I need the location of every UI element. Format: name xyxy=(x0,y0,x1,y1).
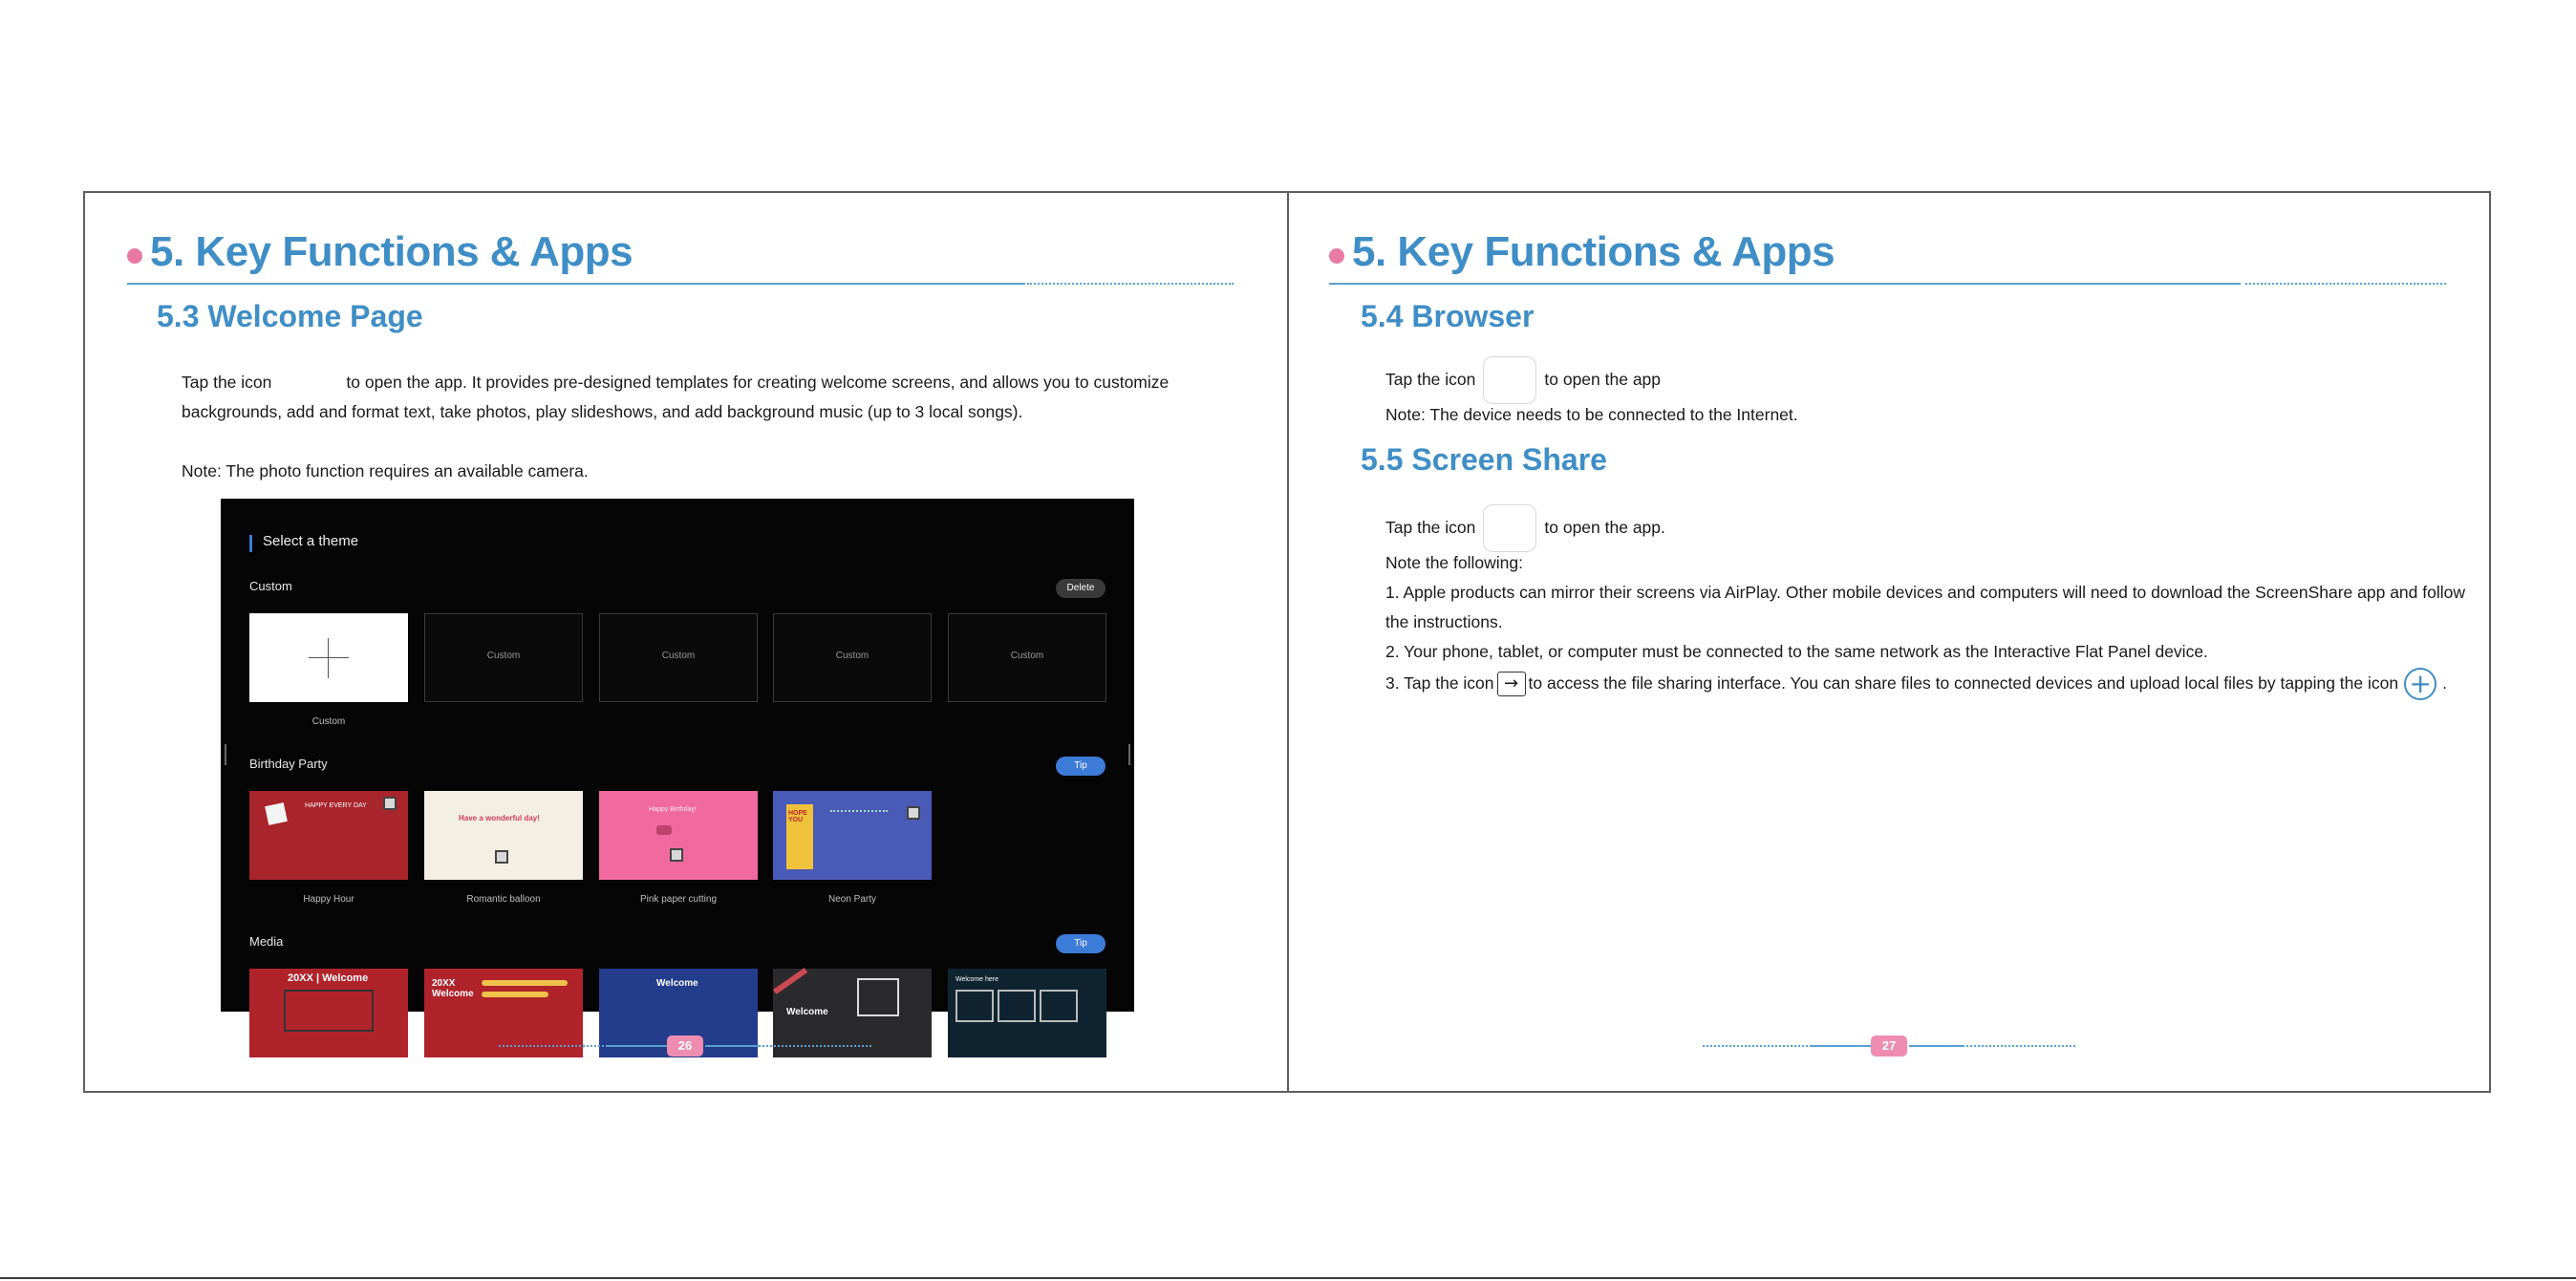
thumb-text: 20XX | Welcome xyxy=(288,972,369,984)
right-page xyxy=(1289,191,2489,1093)
birthday-section-label: Birthday Party xyxy=(249,757,328,771)
heading-rule-dotted xyxy=(2245,283,2446,285)
custom-tile[interactable] xyxy=(948,613,1106,702)
chapter-title: 5. Key Functions & Apps xyxy=(150,228,633,275)
frame-icon xyxy=(998,990,1036,1022)
custom-tile-label: Custom xyxy=(835,651,869,661)
theme-tile-neon-party[interactable] xyxy=(773,791,932,880)
lights-icon xyxy=(830,799,888,812)
share-text-b: to open the app. xyxy=(1544,518,1665,537)
intro-text-a: Tap the icon xyxy=(182,373,272,392)
page-number: 27 xyxy=(1871,1035,1907,1057)
browser-section-title: 5.4 Browser xyxy=(1361,299,1535,333)
footer-rule xyxy=(606,1045,667,1047)
plus-icon-h xyxy=(309,657,349,658)
list-item-1-line-2: the instructions. xyxy=(1385,612,1503,631)
viewer-bottom-edge xyxy=(0,1277,2576,1279)
thumb-text: Welcome here xyxy=(955,976,999,983)
share-arrow-icon: → xyxy=(1497,672,1526,696)
media-section-label: Media xyxy=(249,934,284,949)
frame-icon xyxy=(955,990,994,1022)
add-custom-tile[interactable] xyxy=(249,613,408,702)
frame-icon xyxy=(857,978,899,1016)
footer-rule xyxy=(1909,1045,1964,1047)
screen-share-section-title: 5.5 Screen Share xyxy=(1361,442,1607,477)
media-tip-button[interactable]: Tip xyxy=(1056,934,1106,953)
theme-tile-pink-paper-cutting[interactable] xyxy=(599,791,758,880)
custom-section-label: Custom xyxy=(249,579,292,593)
thumb-text: Welcome xyxy=(656,978,698,989)
page-footer xyxy=(1289,1032,2489,1060)
intro-line-1 xyxy=(182,368,1169,397)
scroll-left-handle[interactable] xyxy=(225,744,226,765)
custom-tile-label: Custom xyxy=(486,651,521,661)
theme-tile-happy-hour[interactable] xyxy=(249,791,408,880)
thumb-text: 20XX Welcome xyxy=(432,978,474,999)
custom-tile[interactable] xyxy=(424,613,583,702)
tile-label-pink-paper-cutting: Pink paper cutting xyxy=(639,894,718,905)
intro-text-b: to open the app. It provides pre-designed templates for creating welcome screens, and allows you to customize xyxy=(346,373,1170,392)
bullet-dot-icon xyxy=(127,248,142,264)
list-item-1-line-1: 1. Apple products can mirror their screens via AirPlay. Other mobile devices and computers will need to download the ScreenShare app and follow xyxy=(1385,583,2465,602)
custom-tile-label: Custom xyxy=(1010,651,1044,661)
tile-label-neon-party: Neon Party xyxy=(827,894,877,905)
list-item-2: 2. Your phone, tablet, or computer must be connected to the same network as the Interactive Flat Panel device. xyxy=(1385,642,2208,661)
thumb-text: HAPPY EVERY DAY xyxy=(305,802,367,809)
chapter-title: 5. Key Functions & Apps xyxy=(1352,228,1835,275)
item3-text-b: to access the file sharing interface. You can share files to connected devices and upload local files by tapping the icon xyxy=(1528,673,2399,693)
custom-tile[interactable] xyxy=(599,613,758,702)
browser-note: Note: The device needs to be connected to the Internet. xyxy=(1385,405,1798,424)
photo-note: Note: The photo function requires an available camera. xyxy=(182,461,589,480)
frame-icon xyxy=(284,990,374,1032)
thumb-text: Have a wonderful day! xyxy=(459,814,540,822)
custom-tile-label: Custom xyxy=(661,651,696,661)
share-note: Note the following: xyxy=(1385,553,1523,572)
gift-icon xyxy=(265,802,288,825)
heading-rule-dotted xyxy=(1027,283,1234,285)
share-text-a: Tap the icon xyxy=(1385,518,1476,537)
plus-icon-v xyxy=(328,638,329,678)
browser-text-a: Tap the icon xyxy=(1385,370,1476,389)
qr-icon xyxy=(907,806,920,820)
section-title: 5.3 Welcome Page xyxy=(157,299,423,333)
pill-decor xyxy=(482,980,568,986)
heading-rule xyxy=(127,283,1025,285)
frame-icon xyxy=(1040,990,1078,1022)
qr-icon xyxy=(383,797,397,810)
footer-rule-dotted xyxy=(499,1045,604,1047)
add-tile-label: Custom xyxy=(311,716,346,727)
tile-label-happy-hour: Happy Hour xyxy=(303,894,354,905)
share-line-1 xyxy=(1385,503,1665,552)
footer-rule xyxy=(705,1045,761,1047)
chapter-header xyxy=(127,224,633,281)
browser-line-1 xyxy=(1385,355,1661,404)
delete-button[interactable]: Delete xyxy=(1056,579,1106,598)
page-footer xyxy=(85,1032,1287,1060)
footer-rule-dotted xyxy=(1703,1045,1808,1047)
thumb-text: Welcome xyxy=(786,1007,828,1017)
scroll-right-handle[interactable] xyxy=(1128,744,1130,765)
footer-rule-dotted xyxy=(1966,1045,2075,1047)
qr-icon xyxy=(495,850,508,864)
upload-plus-icon: + xyxy=(2404,668,2436,700)
browser-app-icon xyxy=(1483,356,1536,404)
screenshare-app-icon xyxy=(1483,504,1536,552)
welcome-page-screenshot xyxy=(221,499,1134,1017)
thumb-text: HOPE YOU xyxy=(788,810,807,823)
decor-icon xyxy=(656,825,672,835)
qr-icon xyxy=(670,848,683,862)
page-number: 26 xyxy=(667,1035,703,1057)
item3-text-c: . xyxy=(2442,673,2447,693)
browser-text-b: to open the app xyxy=(1544,370,1662,389)
theme-tile-romantic-balloon[interactable] xyxy=(424,791,583,880)
thumb-text: Happy Birthday! xyxy=(649,806,697,813)
pill-decor xyxy=(482,992,548,997)
heading-rule xyxy=(1329,283,2241,285)
custom-tile[interactable] xyxy=(773,613,932,702)
screenshot-header: Select a theme xyxy=(263,533,359,549)
chapter-header xyxy=(1329,224,1835,281)
birthday-tip-button[interactable]: Tip xyxy=(1056,757,1106,776)
footer-rule-dotted xyxy=(762,1045,871,1047)
accent-bar xyxy=(249,535,252,552)
footer-rule xyxy=(1810,1045,1871,1047)
bullet-dot-icon xyxy=(1329,248,1344,264)
stripe-decor xyxy=(773,968,807,994)
item3-text-a: 3. Tap the icon xyxy=(1385,673,1494,693)
left-page xyxy=(85,191,1287,1093)
list-item-3 xyxy=(1385,665,2447,701)
intro-line-2: backgrounds, add and format text, take photos, play slideshows, and add background music (up to 3 local songs). xyxy=(182,402,1023,421)
tile-label-romantic-balloon: Romantic balloon xyxy=(466,894,541,905)
